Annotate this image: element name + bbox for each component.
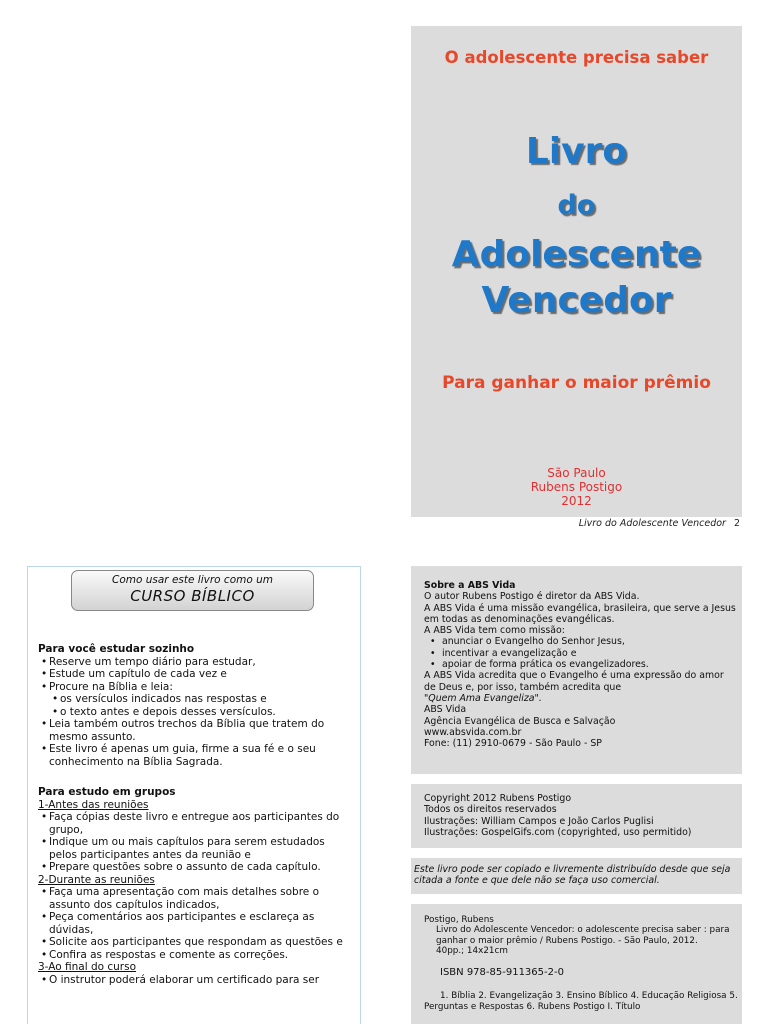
running-title: Livro do Adolescente Vencedor bbox=[578, 518, 726, 529]
list-item: • Faça cópias deste livro e entregue aos participantes do grupo, bbox=[38, 811, 352, 836]
solo-study-list bbox=[38, 656, 352, 769]
section-divider bbox=[411, 774, 742, 784]
list-subitem: • os versículos indicados nas respostas e bbox=[38, 693, 352, 706]
list-item: • Indique um ou mais capítulos para serem estudados pelos participantes antes da reunião e bbox=[38, 836, 352, 861]
about-line: A ABS Vida é uma missão evangélica, brasileira, que serve a Jesus em todas as denominações evangélicas. bbox=[424, 602, 736, 625]
group-study-title: Para estudo em grupos bbox=[38, 786, 176, 798]
catalog-subjects-text: 1. Bíblia 2. Evangelização 3. Ensino Bíblico 4. Educação Religiosa 5. Perguntas e Respostas 6. Rubens Postigo I. Título bbox=[424, 991, 738, 1012]
book-cover bbox=[411, 26, 742, 517]
step2-title: 2-Durante as reuniões bbox=[38, 873, 155, 886]
section-divider bbox=[411, 848, 742, 858]
step1-list bbox=[38, 811, 352, 874]
copyright-line: Ilustrações: GospelGifs.com (copyrighted, uso permitido) bbox=[424, 826, 692, 838]
list-item: • anunciar o Evangelho do Senhor Jesus, bbox=[424, 636, 738, 647]
list-subitem: • o texto antes e depois desses versículos. bbox=[38, 706, 352, 719]
step1-title: 1-Antes das reuniões bbox=[38, 798, 149, 811]
list-item: • Este livro é apenas um guia, firme a sua fé e o seu conhecimento na Bíblia Sagrada. bbox=[38, 743, 352, 768]
belief-quote: "Quem Ama Evangeliza". bbox=[424, 692, 542, 704]
copyright-block bbox=[424, 793, 738, 838]
how-to-use-page bbox=[27, 566, 361, 1024]
course-header-big: CURSO BÍBLICO bbox=[130, 587, 255, 605]
copyright-line: Ilustrações: William Campos e João Carlos Puglisi bbox=[424, 815, 654, 827]
list-item: • Estude um capítulo de cada vez e bbox=[38, 668, 352, 681]
course-header-box bbox=[71, 570, 314, 611]
website-link[interactable]: www.absvida.com.br bbox=[424, 726, 522, 738]
about-line: A ABS Vida tem como missão: bbox=[424, 625, 565, 637]
copyright-line: Todos os direitos reservados bbox=[424, 804, 557, 816]
step3-title: 3-Ao final do curso bbox=[38, 961, 137, 973]
step2-list bbox=[38, 886, 352, 961]
cover-imprint bbox=[411, 466, 742, 508]
section-divider bbox=[411, 894, 742, 904]
step3-list bbox=[38, 974, 352, 987]
catalog-record bbox=[424, 915, 738, 1012]
list-item: • Procure na Bíblia e leia: bbox=[38, 681, 352, 694]
copyright-line: Copyright 2012 Rubens Postigo bbox=[424, 793, 572, 804]
contact-line: Fone: (11) 2910-0679 - São Paulo - SP bbox=[424, 738, 602, 750]
cover-title-line: do bbox=[557, 190, 596, 221]
mission-list bbox=[424, 636, 738, 670]
free-copy-notice: Este livro pode ser copiado e livremente distribuído desde que seja citada a fonte e que dele não se faça uso comercial. bbox=[414, 864, 731, 887]
list-item: • incentivar a evangelização e bbox=[424, 648, 738, 659]
list-item: • Confira as respostas e comente as correções. bbox=[38, 949, 352, 962]
list-item: • Leia também outros trechos da Bíblia que tratem do mesmo assunto. bbox=[38, 718, 352, 743]
list-item: • apoiar de forma prática os evangelizadores. bbox=[424, 659, 738, 670]
list-item: • Peça comentários aos participantes e esclareça as dúvidas, bbox=[38, 911, 352, 936]
list-item: • Solicite aos participantes que respondam as questões e bbox=[38, 936, 352, 949]
catalog-author: Postigo, Rubens bbox=[424, 915, 494, 925]
catalog-pages: 40pp.; 14x21cm bbox=[436, 945, 508, 956]
belief-line: A ABS Vida acredita que o Evangelho é uma expressão do amor de Deus e, por isso, também acredita que bbox=[424, 670, 724, 693]
credits-page bbox=[411, 566, 742, 1024]
about-title: Sobre a ABS Vida bbox=[424, 580, 516, 591]
cover-title bbox=[411, 131, 742, 321]
about-abs-vida bbox=[424, 580, 738, 749]
solo-study-title: Para você estudar sozinho bbox=[38, 643, 195, 655]
list-item: • Faça uma apresentação com mais detalhes sobre o assunto dos capítulos indicados, bbox=[38, 886, 352, 911]
running-footer bbox=[560, 518, 740, 529]
cover-title-line: Adolescente bbox=[451, 234, 702, 275]
list-item: • Prepare questões sobre o assunto de cada capítulo. bbox=[38, 861, 352, 874]
contact-line: ABS Vida bbox=[424, 704, 467, 716]
how-to-body bbox=[38, 643, 352, 986]
imprint-year: 2012 bbox=[561, 494, 592, 508]
list-item: • O instrutor poderá elaborar um certificado para ser bbox=[38, 974, 352, 987]
list-item: • Reserve um tempo diário para estudar, bbox=[38, 656, 352, 669]
page-number: 2 bbox=[733, 518, 740, 529]
catalog-isbn: ISBN 978-85-911365-2-0 bbox=[440, 967, 564, 979]
cover-subtitle-top: O adolescente precisa saber bbox=[444, 48, 709, 67]
catalog-subjects bbox=[424, 991, 738, 1012]
course-header-small: Como usar este livro como um bbox=[111, 574, 273, 586]
cover-subtitle-bottom: Para ganhar o maior prêmio bbox=[442, 373, 711, 393]
about-line: O autor Rubens Postigo é diretor da ABS Vida. bbox=[424, 591, 640, 603]
contact-line: Agência Evangélica de Busca e Salvação bbox=[424, 715, 616, 727]
cover-title-line: Livro bbox=[525, 131, 628, 172]
cover-title-line: Vencedor bbox=[481, 280, 672, 321]
imprint-city: São Paulo bbox=[547, 466, 606, 480]
imprint-author: Rubens Postigo bbox=[530, 480, 623, 494]
catalog-entry: Livro do Adolescente Vencedor: o adolescente precisa saber : para ganhar o maior prêmio / Rubens Postigo. - São Paulo, 2012. bbox=[436, 925, 730, 946]
